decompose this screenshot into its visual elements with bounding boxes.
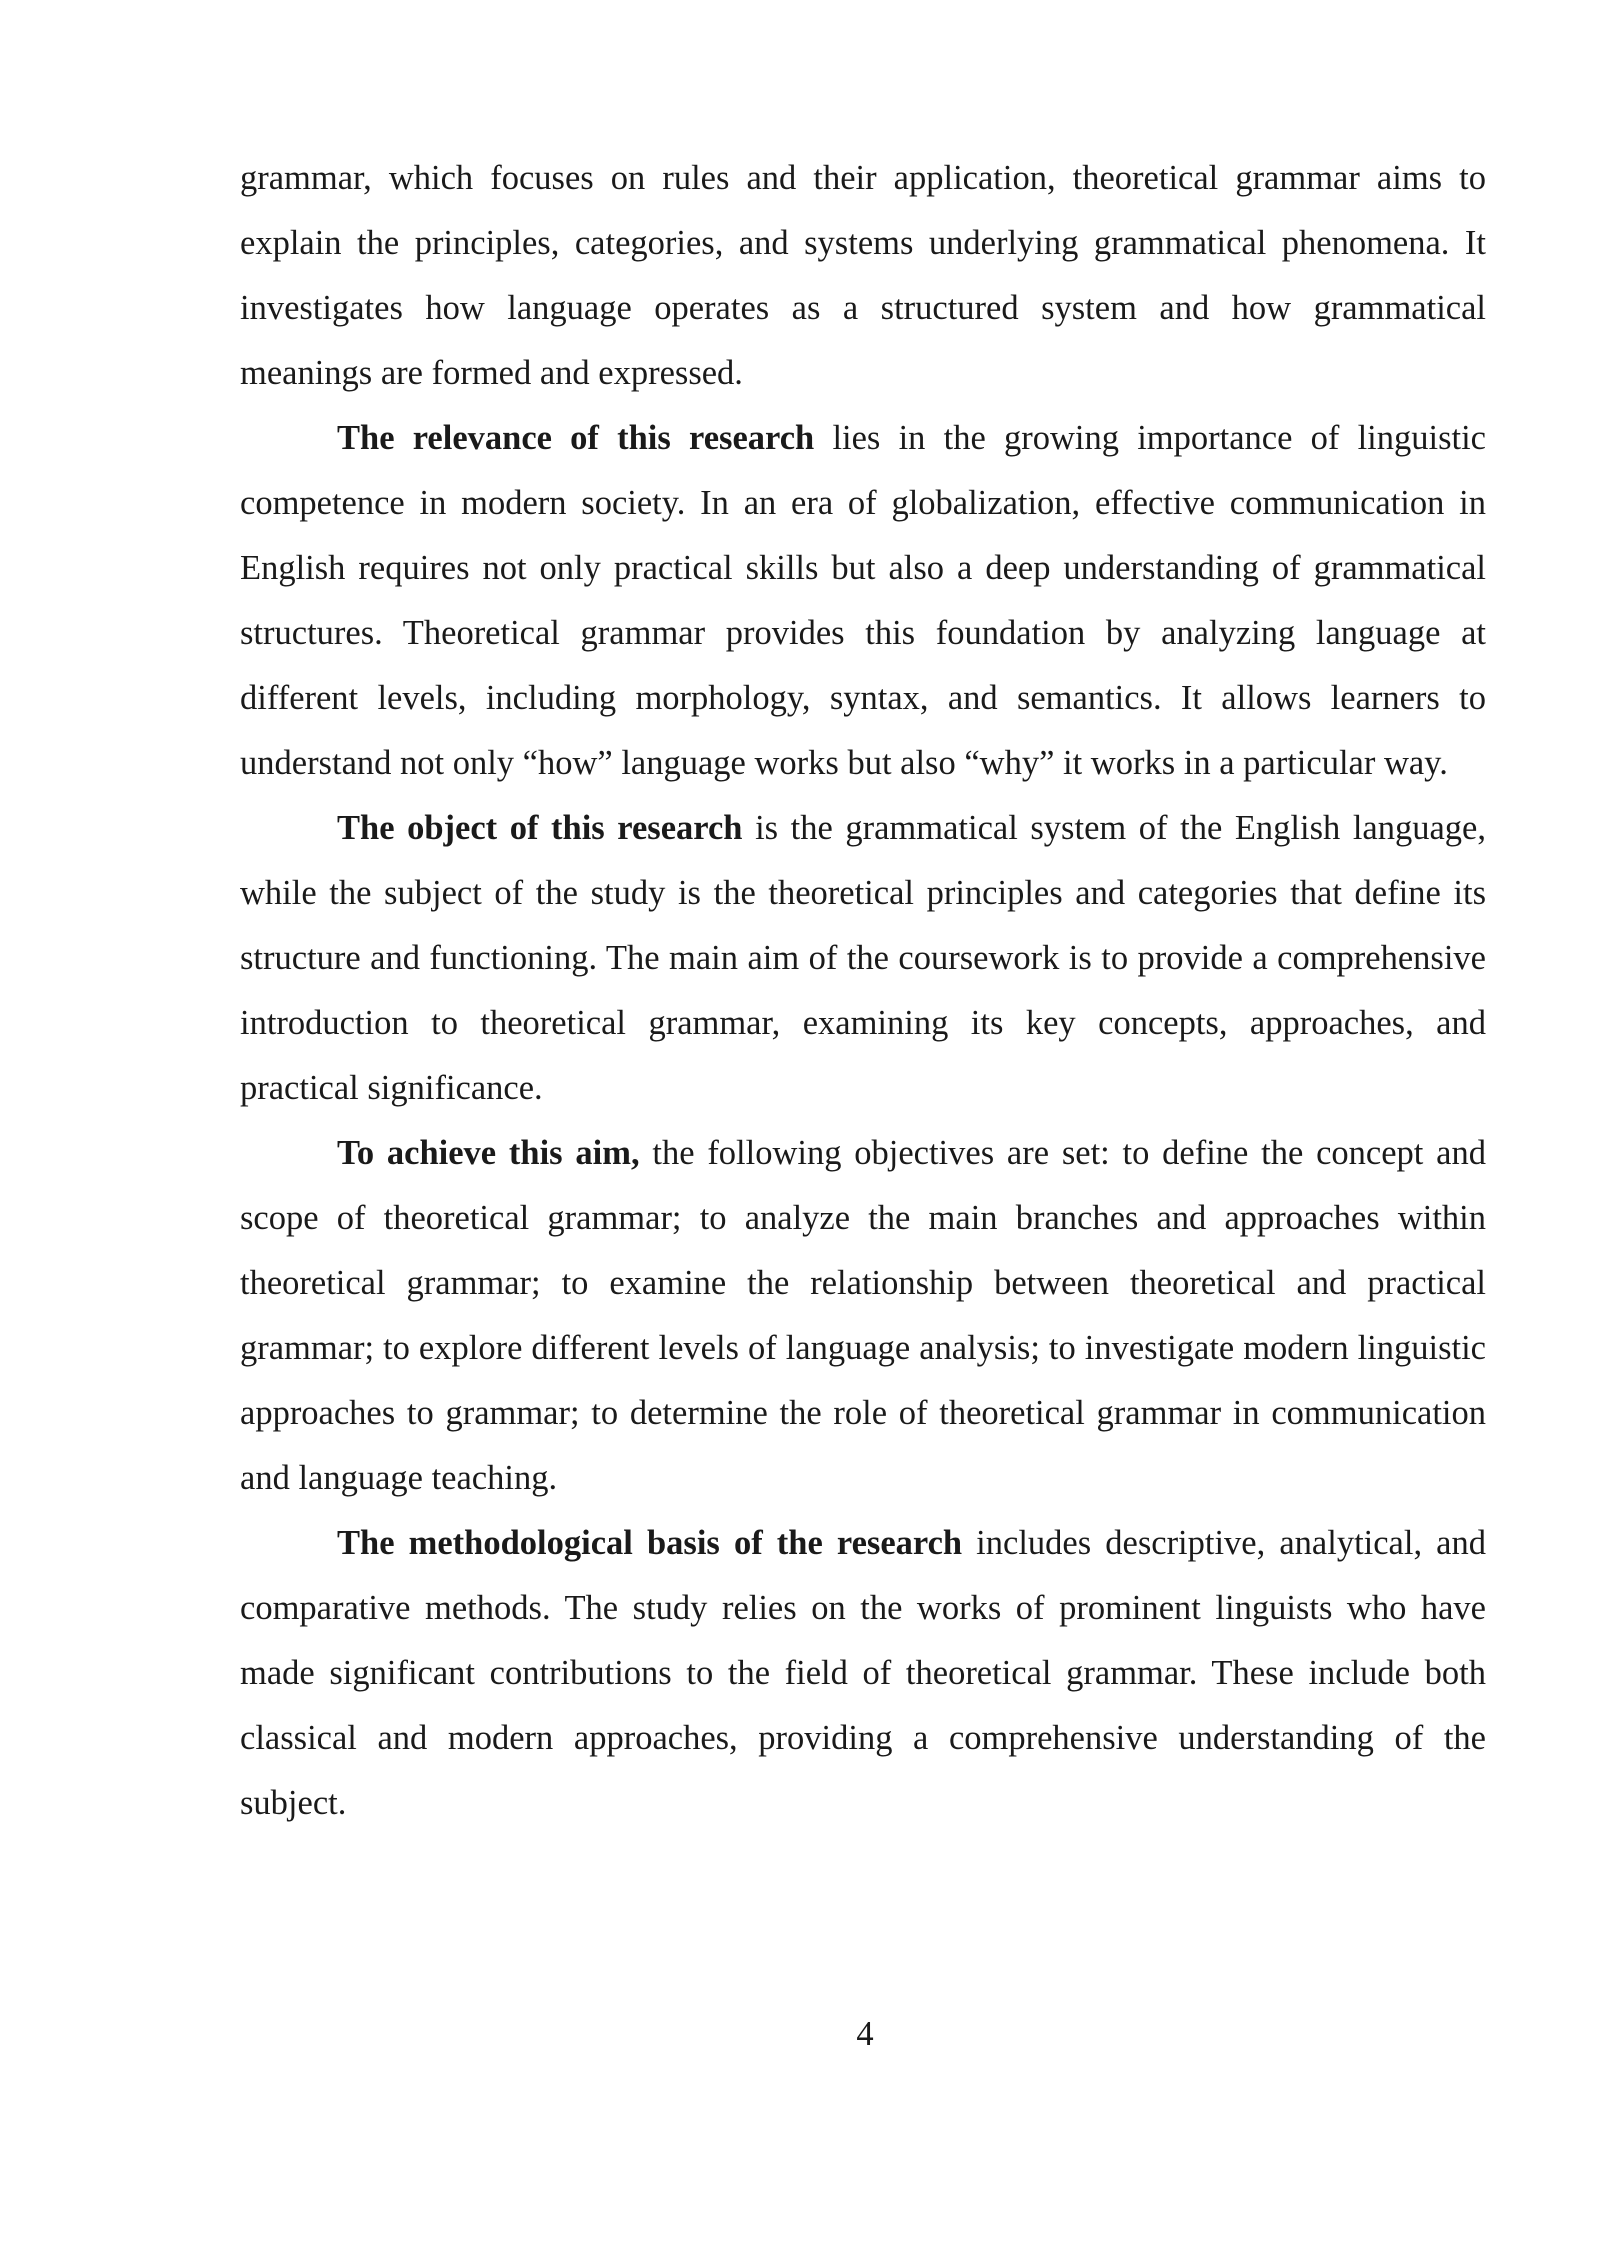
paragraph-relevance [240,406,1486,796]
paragraph-text: includes descriptive, analytical, and comparative methods. The study relies on the works of prominent linguists who have made significant contributions to the field of theoretical grammar. These include both classical and modern approaches, providing a comprehensive understanding of the subject. [240,1524,1486,1822]
paragraph-text: the following objectives are set: to define the concept and scope of theoretical grammar; to analyze the main branches and approaches within theoretical grammar; to examine the relationship between theoretical and practical grammar; to explore different levels of language analysis; to investigate modern linguistic approaches to grammar; to determine the role of theoretical grammar in communication and language teaching. [240,1134,1486,1497]
paragraph-text: is the grammatical system of the English language, while the subject of the study is the theoretical principles and categories that define its structure and functioning. The main aim of the coursework is to provide a comprehensive introduction to theoretical grammar, examining its key concepts, approaches, and practical significance. [240,809,1486,1107]
paragraph-text: lies in the growing importance of linguistic competence in modern society. In an era of globalization, effective communication in English requires not only practical skills but also a deep understanding of grammatical structures. Theoretical grammar provides this foundation by analyzing language at different levels, including morphology, syntax, and semantics. It allows learners to understand not only “how” language works but also “why” it works in a particular way. [240,419,1486,782]
paragraph-methodology [240,1511,1486,1836]
paragraph-continued [240,146,1486,406]
paragraph-lead: To achieve this aim, [337,1134,640,1172]
paragraph-lead: The object of this research [337,809,743,847]
body-text [240,146,1486,1836]
paragraph-text: grammar, which focuses on rules and their application, theoretical grammar aims to explain the principles, categories, and systems underlying grammatical phenomena. It investigates how language operates as a structured system and how grammatical meanings are formed and expressed. [240,159,1486,392]
page-number: 4 [856,2015,874,2053]
paragraph-lead: The methodological basis of the research [337,1524,963,1562]
paragraph-object [240,796,1486,1121]
paragraph-lead: The relevance of this research [337,419,815,457]
paragraph-objectives [240,1121,1486,1511]
